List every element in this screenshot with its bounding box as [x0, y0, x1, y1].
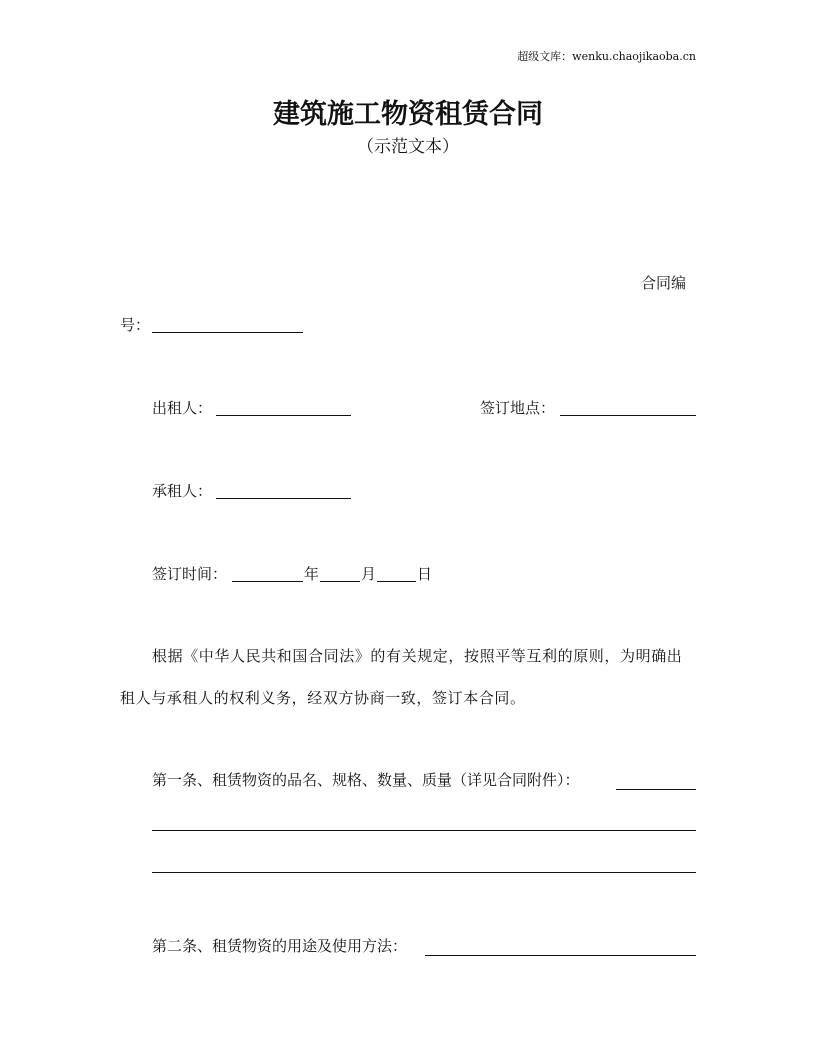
document-subtitle: （示范文本） [357, 137, 459, 157]
sign-time-label: 签订时间： [152, 565, 228, 583]
lessee-field[interactable] [216, 498, 351, 499]
contract-no-label: 合同编 [641, 274, 687, 292]
place-field[interactable] [560, 415, 696, 416]
lessee-label: 承租人： [152, 482, 213, 500]
contract-no-label-cont: 号： [120, 316, 151, 334]
day-label: 日 [417, 565, 433, 583]
article-1: 第一条、租赁物资的品名、规格、数量、质量（详见合同附件）： [152, 771, 580, 789]
year-label: 年 [304, 565, 320, 583]
article-1-field[interactable] [616, 789, 696, 790]
year-field[interactable] [232, 581, 303, 582]
article-1-field-line-2[interactable] [152, 830, 696, 831]
month-field[interactable] [320, 581, 360, 582]
day-field[interactable] [377, 581, 416, 582]
preamble-line-1: 根据《中华人民共和国合同法》的有关规定，按照平等互利的原则，为明确出 [152, 647, 683, 665]
article-2-field[interactable] [425, 955, 696, 956]
place-label: 签订地点： [480, 399, 556, 417]
contract-no-field[interactable] [152, 332, 303, 333]
article-2: 第二条、租赁物资的用途及使用方法： [152, 937, 408, 955]
month-label: 月 [361, 565, 377, 583]
article-1-field-line-3[interactable] [152, 872, 696, 873]
preamble-line-2: 租人与承租人的权利义务，经双方协商一致，签订本合同。 [120, 689, 526, 707]
lessor-label: 出租人： [152, 399, 213, 417]
document-title: 建筑施工物资租赁合同 [273, 99, 543, 130]
lessor-field[interactable] [216, 415, 351, 416]
header-watermark: 超级文库：wenku.chaojikaoba.cn [517, 50, 696, 63]
